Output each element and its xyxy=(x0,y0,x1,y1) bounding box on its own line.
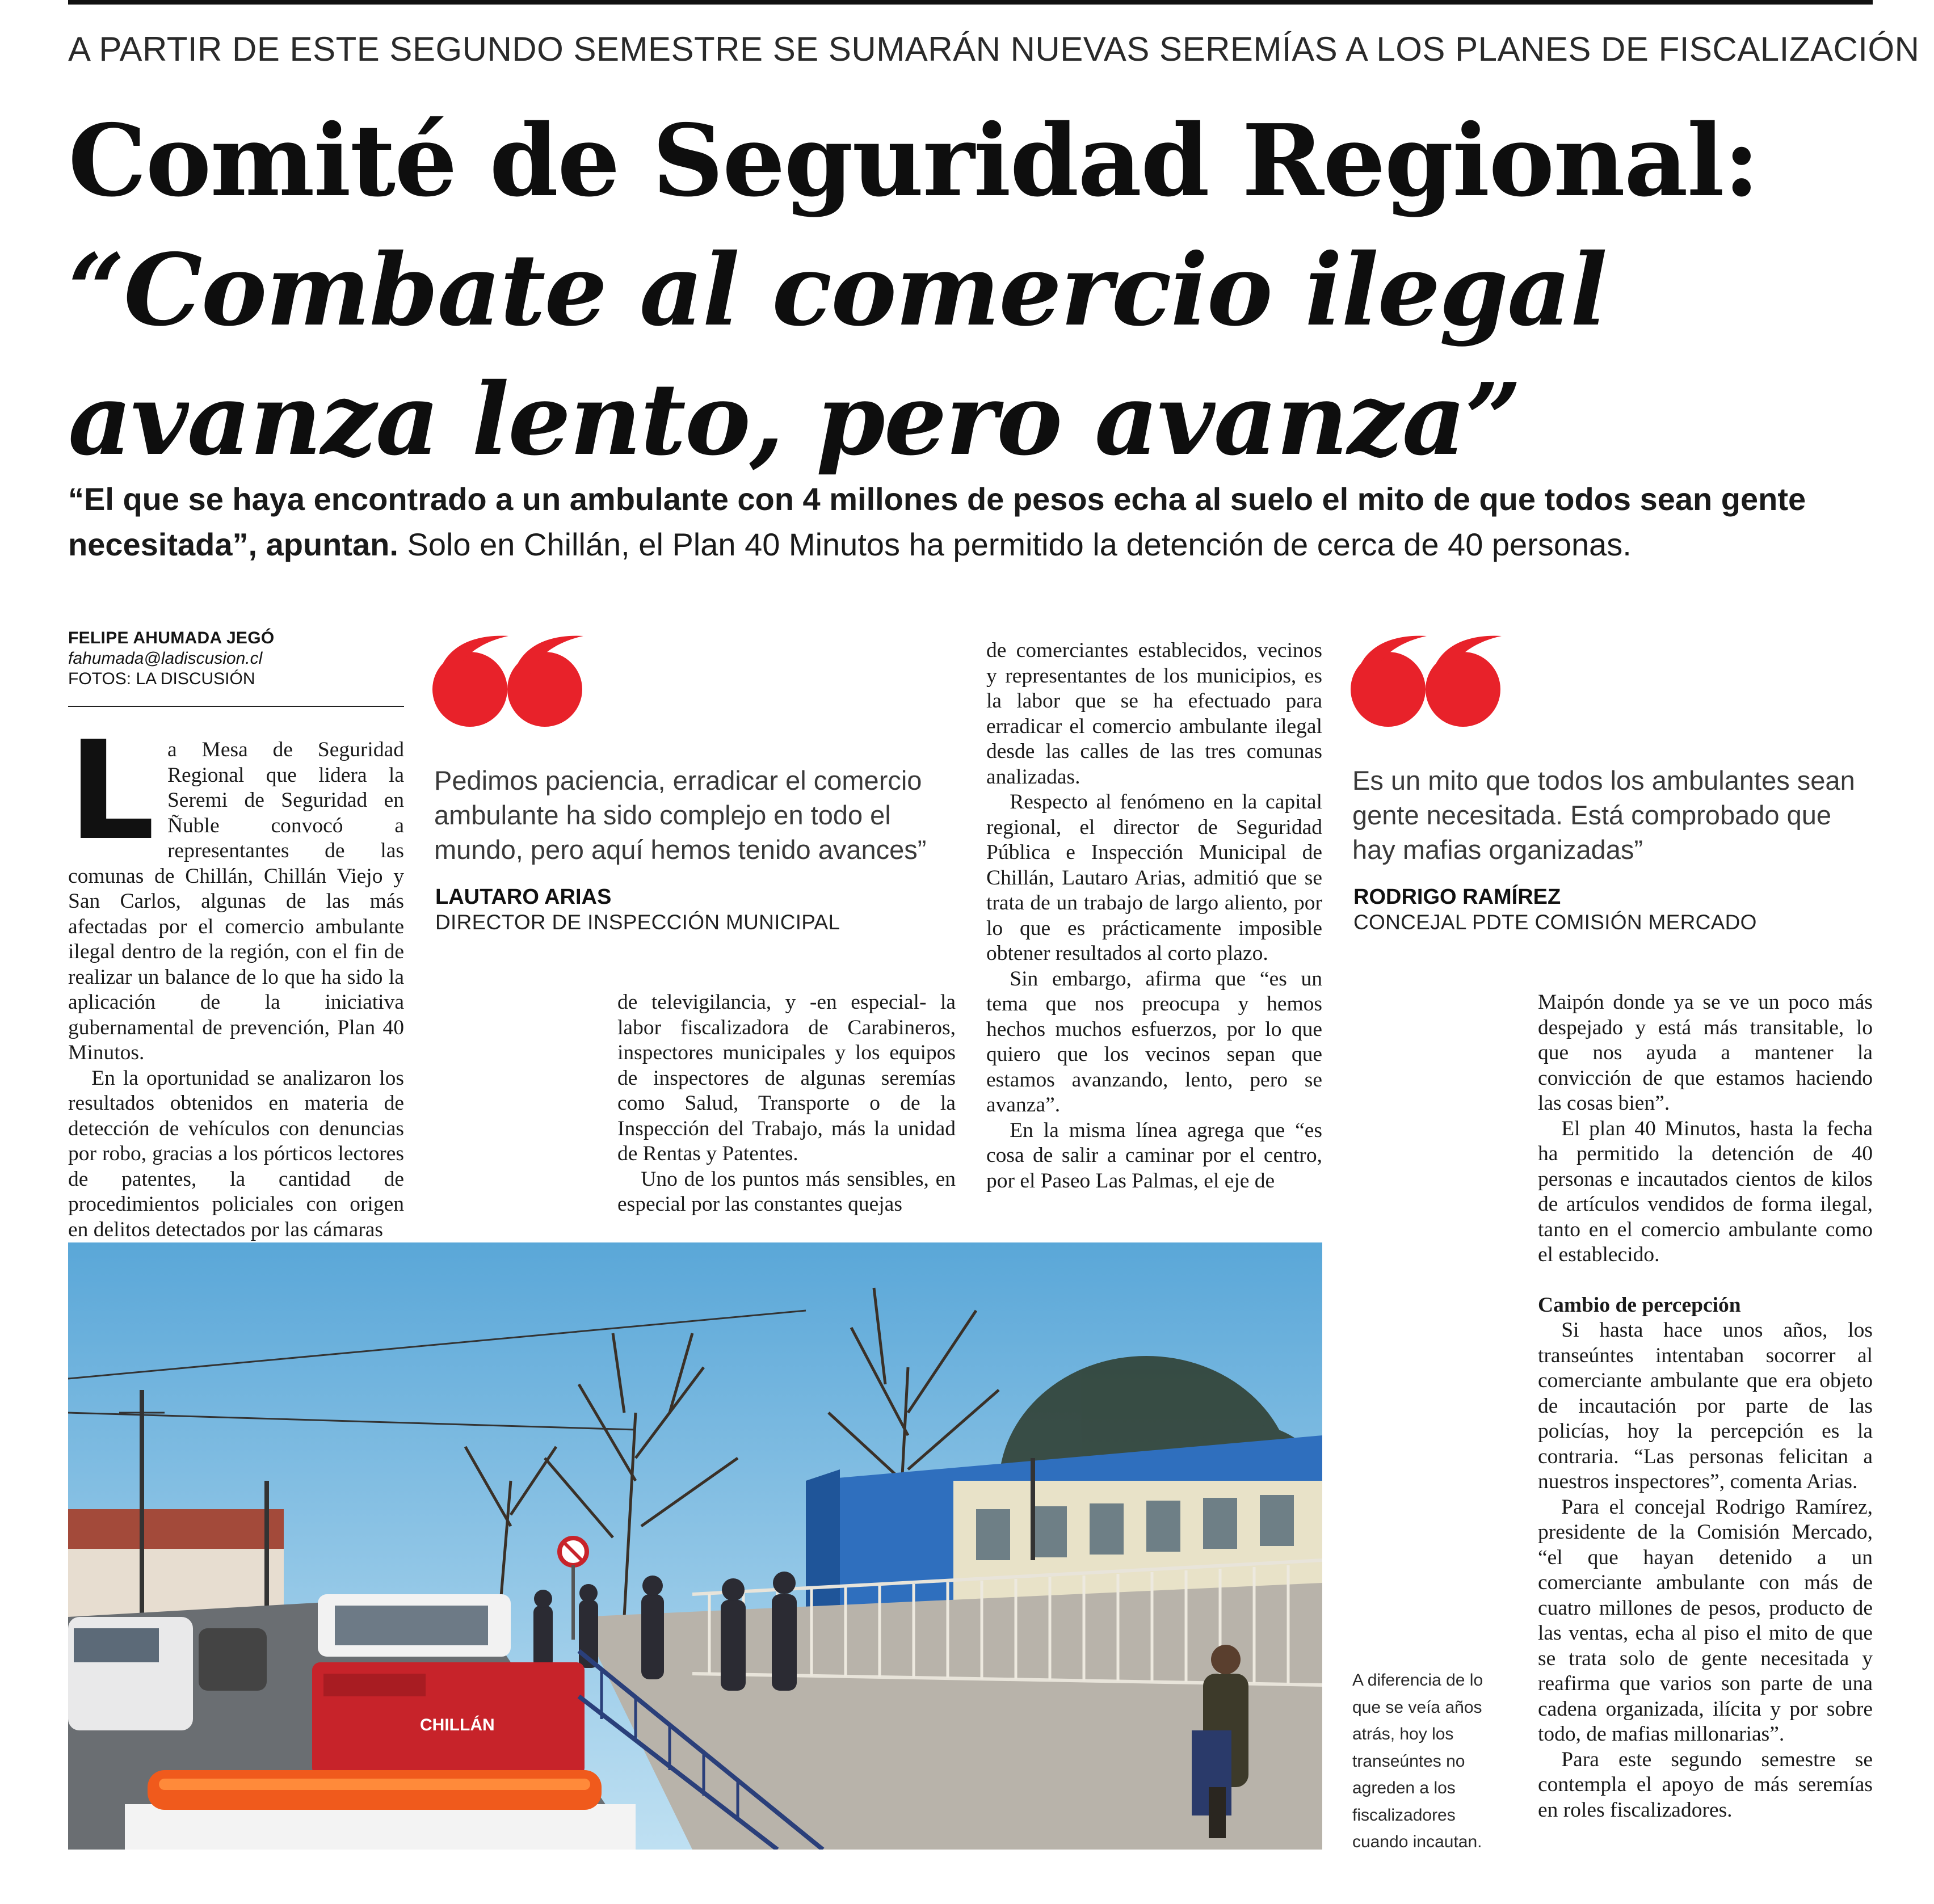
byline-author: FELIPE AHUMADA JEGÓ xyxy=(68,629,275,647)
paragraph: Maipón donde ya se ve un poco más despejado y está más transitable, lo que nos ayuda a mantener la convicción de que estamos haciendo las cosas bien”. xyxy=(1538,991,1873,1115)
quote-mark-icon xyxy=(1349,633,1503,729)
byline-rule xyxy=(68,706,404,707)
paragraph: Para el concejal Rodrigo Ramírez, presidente de la Comisión Mercado, “el que hayan detenido a un comerciante ambulante con más de cuatro millones de pesos, producto de las ventas, echa al piso el mito de que se trata solo de gente necesitada y reafirma que varios son parte de una cadena organizada, ilícita y por sobre todo, de mafias millonarias”. xyxy=(1538,1495,1873,1746)
headline-line-3: avanza lento, pero avanza” xyxy=(68,362,1521,478)
paragraph: Uno de los puntos más sensibles, en especial por las constantes quejas xyxy=(617,1167,956,1216)
body-column-1 xyxy=(68,711,404,1242)
deck-bold: “El que se haya encontrado a un ambulante con 4 millones de pesos echa al suelo el mito de que todos sean gente necesitada”, apuntan. xyxy=(68,481,1806,562)
deck-regular: Solo en Chillán, el Plan 40 Minutos ha permitido la detención de cerca de 40 personas. xyxy=(398,526,1632,562)
photo-caption: A diferencia de lo que se veía años atrás, hoy los transeúntes no agreden a los fiscalizadores cuando incautan. xyxy=(1352,1671,1483,1851)
paragraph: Para este segundo semestre se contempla el apoyo de más seremías en roles fiscalizadores. xyxy=(1538,1747,1873,1822)
paragraph: El plan 40 Minutos, hasta la fecha ha permitido la detención de 40 personas e incautados cientos de kilos de artículos vendidos de forma ilegal, tanto en el comercio ambulante como el establecido. xyxy=(1538,1117,1873,1266)
pull-quote-role: DIRECTOR DE INSPECCIÓN MUNICIPAL xyxy=(435,911,840,934)
headline-line-2: “Combate al comercio ilegal xyxy=(68,233,1607,348)
paragraph: En la oportunidad se analizaron los resultados obtenidos en materia de detección de vehículos con denuncias por robo, gracias a los pórticos lectores de patentes, la cantidad de procedimientos policiales con origen en delitos detectados por las cámaras xyxy=(68,1066,404,1241)
body-column-3 xyxy=(986,638,1322,1194)
pull-quote-name: LAUTARO ARIAS xyxy=(435,885,612,909)
headline xyxy=(68,96,1895,485)
truck-text: CHILLÁN xyxy=(420,1716,495,1734)
quote-mark-icon xyxy=(431,633,585,729)
paragraph: En la misma línea agrega que “es cosa de salir a caminar por el centro, por el Paseo Las Palmas, el eje de xyxy=(986,1118,1322,1193)
deck xyxy=(68,477,1884,567)
paragraph: Respecto al fenómeno en la capital regional, el director de Seguridad Pública e Inspección Municipal de Chillán, Lautaro Arias, admitió que se trata de un trabajo de largo aliento, por lo que es prácticamente imposible obtener resultados al corto plazo. xyxy=(986,790,1322,965)
pull-quote-text: Es un mito que todos los ambulantes sean gente necesitada. Está comprobado que hay mafias organizadas” xyxy=(1352,765,1855,865)
paragraph: Sin embargo, afirma que “es un tema que nos preocupa y hemos hechos muchos esfuerzos, por lo que quiero que los vecinos sepan que estamos avanzando, lento, pero se avanza”. xyxy=(986,967,1322,1117)
body-column-4 xyxy=(1538,990,1873,1823)
paragraph: de comerciantes establecidos, vecinos y representantes de los municipios, es la labor que se ha efectuado para erradicar el comercio ambulante ilegal desde las calles de las tres comunas analizadas. xyxy=(986,639,1322,789)
street-scene-image xyxy=(68,1242,1322,1850)
pull-quote-text: Pedimos paciencia, erradicar el comercio ambulante ha sido complejo en todo el mundo, pero aquí hemos tenido avances” xyxy=(434,765,927,865)
paragraph: Si hasta hace unos años, los transeúntes intentaban socorrer al comerciante ambulante que era objeto de incautación por parte de las policías, hoy la percepción es la contraria. “Las personas felicitan a nuestros inspectores”, comenta Arias. xyxy=(1538,1319,1873,1493)
top-rule xyxy=(68,0,1873,5)
pull-quote-name: RODRIGO RAMÍREZ xyxy=(1353,885,1561,909)
byline-photos: FOTOS: LA DISCUSIÓN xyxy=(68,669,255,688)
paragraph: a Mesa de Seguridad Regional que lidera la Seremi de Seguridad en Ñuble convocó a representantes de las comunas de Chillán, Chillán Viejo y San Carlos, algunas de las más afectadas por el comercio ambulante ilegal dentro de la región, con el fin de realizar un balance de lo que ha sido la aplicación de la iniciativa gubernamental de prevención, Plan 40 Minutos. xyxy=(68,738,404,1064)
paragraph: de televigilancia, y -en especial- la labor fiscalizadora de Carabineros, inspectores municipales y los equipos de inspectores de algunas seremías como Salud, Transporte o de la Inspección del Trabajo, más la unidad de Rentas y Patentes. xyxy=(617,991,956,1165)
headline-line-1: Comité de Seguridad Regional: xyxy=(68,103,1759,219)
pull-quote-role: CONCEJAL PDTE COMISIÓN MERCADO xyxy=(1353,911,1757,934)
byline-email[interactable]: fahumada@ladiscusion.cl xyxy=(68,649,263,668)
body-column-2 xyxy=(617,990,956,1218)
news-photo xyxy=(68,1242,1322,1850)
kicker: A PARTIR DE ESTE SEGUNDO SEMESTRE SE SUMARÁN NUEVAS SEREMÍAS A LOS PLANES DE FISCALIZACIÓN xyxy=(68,30,1920,68)
drop-cap: L xyxy=(68,711,155,870)
subheading: Cambio de percepción xyxy=(1538,1293,1741,1317)
